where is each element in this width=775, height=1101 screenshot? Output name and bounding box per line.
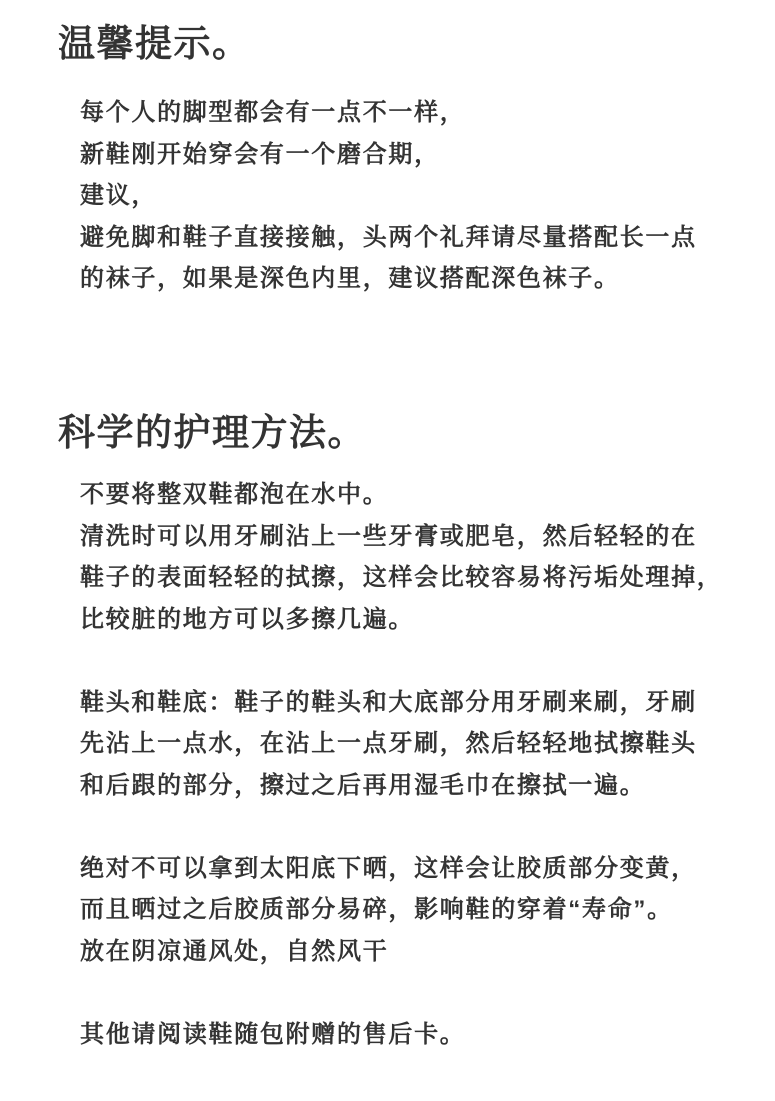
care-line: 先沾上一点水，在沾上一点牙刷，然后轻轻地拭擦鞋头 [80, 730, 697, 757]
care-body [80, 474, 755, 1055]
care-line: 和后跟的部分，擦过之后再用湿毛巾在擦拭一遍。 [80, 771, 646, 799]
care-paragraph-drying [80, 848, 755, 973]
care-line: 不要将整双鞋都泡在水中。 [80, 481, 389, 508]
tips-body [80, 92, 755, 300]
care-paragraph-aftersales [80, 1014, 755, 1056]
care-line: 鞋头和鞋底：鞋子的鞋头和大底部分用牙刷来刷，牙刷 [80, 688, 697, 716]
tips-heading: 温馨提示。 [58, 23, 251, 64]
tips-line: 的袜子，如果是深色内里，建议搭配深色袜子。 [80, 265, 620, 292]
tips-line: 新鞋刚开始穿会有一个磨合期， [80, 140, 440, 168]
care-line: 放在阴凉通风处，自然风干 [80, 937, 389, 965]
tips-line: 每个人的脚型都会有一点不一样， [80, 99, 466, 126]
care-paragraph-washing [80, 474, 755, 640]
care-line: 清洗时可以用牙刷沾上一些牙膏或肥皂，然后轻轻的在 [80, 522, 697, 550]
care-line: 比较脏的地方可以多擦几遍。 [80, 605, 415, 633]
care-line: 而且晒过之后胶质部分易碎，影响鞋的穿着“寿命”。 [80, 896, 673, 923]
care-paragraph-toe-sole [80, 682, 755, 807]
care-heading: 科学的护理方法。 [58, 412, 366, 453]
care-line: 绝对不可以拿到太阳底下晒，这样会让胶质部分变黄， [80, 854, 697, 882]
tips-line: 避免脚和鞋子直接接触，头两个礼拜请尽量搭配长一点 [80, 223, 697, 251]
care-line: 其他请阅读鞋随包附赠的售后卡。 [80, 1020, 466, 1048]
tips-line: 建议， [80, 182, 158, 209]
tips-paragraph [80, 92, 755, 300]
care-line: 鞋子的表面轻轻的拭擦，这样会比较容易将污垢处理掉， [80, 564, 723, 591]
